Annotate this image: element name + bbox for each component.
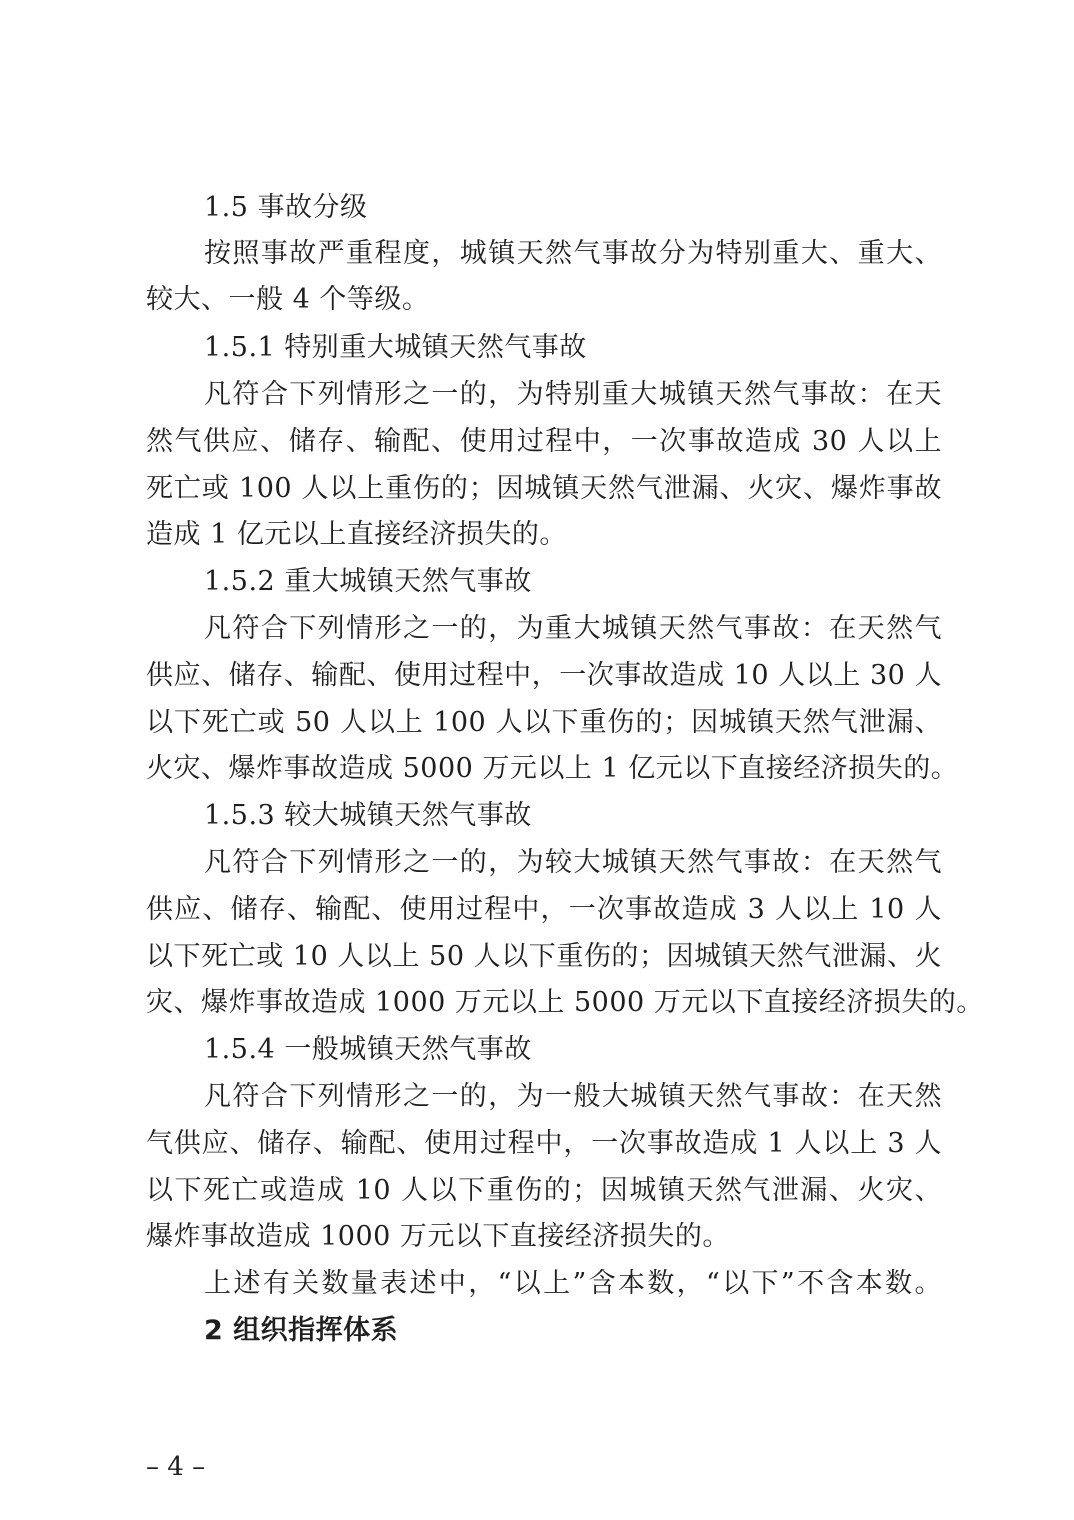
paragraph-line: 造成 1 亿元以上直接经济损失的。 bbox=[146, 519, 567, 550]
intro-line: 较大、一般 4 个等级。 bbox=[146, 284, 430, 315]
subsection-heading-1-5-3: 1.5.3 较大城镇天然气事故 bbox=[204, 800, 532, 831]
paragraph-line: 然气供应、储存、输配、使用过程中，一次事故造成 30 人以上 bbox=[146, 426, 942, 457]
paragraph-line: 气供应、储存、输配、使用过程中，一次事故造成 1 人以上 3 人 bbox=[146, 1128, 942, 1159]
section-heading: 1.5 事故分级 bbox=[204, 192, 368, 223]
page-number: – 4 – bbox=[146, 1452, 206, 1482]
paragraph-line: 凡符合下列情形之一的，为一般大城镇天然气事故：在天然 bbox=[204, 1081, 942, 1112]
paragraph-line: 供应、储存、输配、使用过程中，一次事故造成 10 人以上 30 人 bbox=[146, 660, 942, 691]
paragraph-line: 以下死亡或造成 10 人以下重伤的；因城镇天然气泄漏、火灾、 bbox=[146, 1175, 942, 1206]
paragraph-line: 凡符合下列情形之一的，为重大城镇天然气事故：在天然气 bbox=[204, 613, 942, 644]
subsection-heading-1-5-4: 1.5.4 一般城镇天然气事故 bbox=[204, 1034, 532, 1065]
paragraph-line: 供应、储存、输配、使用过程中，一次事故造成 3 人以上 10 人 bbox=[146, 894, 942, 925]
paragraph-line: 爆炸事故造成 1000 万元以下直接经济损失的。 bbox=[146, 1221, 730, 1252]
paragraph-line: 以下死亡或 50 人以上 100 人以下重伤的；因城镇天然气泄漏、 bbox=[146, 707, 942, 738]
paragraph-line: 凡符合下列情形之一的，为特别重大城镇天然气事故：在天 bbox=[204, 379, 942, 410]
paragraph-line: 火灾、爆炸事故造成 5000 万元以上 1 亿元以下直接经济损失的。 bbox=[146, 753, 959, 784]
intro-line: 按照事故严重程度，城镇天然气事故分为特别重大、重大、 bbox=[204, 238, 942, 269]
paragraph-line: 以下死亡或 10 人以上 50 人以下重伤的；因城镇天然气泄漏、火 bbox=[146, 941, 942, 972]
paragraph-line: 死亡或 100 人以上重伤的；因城镇天然气泄漏、火灾、爆炸事故 bbox=[146, 473, 942, 504]
quantity-note: 上述有关数量表述中，“以上”含本数，“以下”不含本数。 bbox=[204, 1268, 942, 1299]
subsection-heading-1-5-1: 1.5.1 特别重大城镇天然气事故 bbox=[204, 332, 587, 363]
subsection-heading-1-5-2: 1.5.2 重大城镇天然气事故 bbox=[204, 566, 532, 597]
paragraph-line: 灾、爆炸事故造成 1000 万元以上 5000 万元以下直接经济损失的。 bbox=[146, 987, 984, 1018]
paragraph-line: 凡符合下列情形之一的，为较大城镇天然气事故：在天然气 bbox=[204, 847, 942, 878]
next-section-heading: 2 组织指挥体系 bbox=[204, 1315, 399, 1346]
